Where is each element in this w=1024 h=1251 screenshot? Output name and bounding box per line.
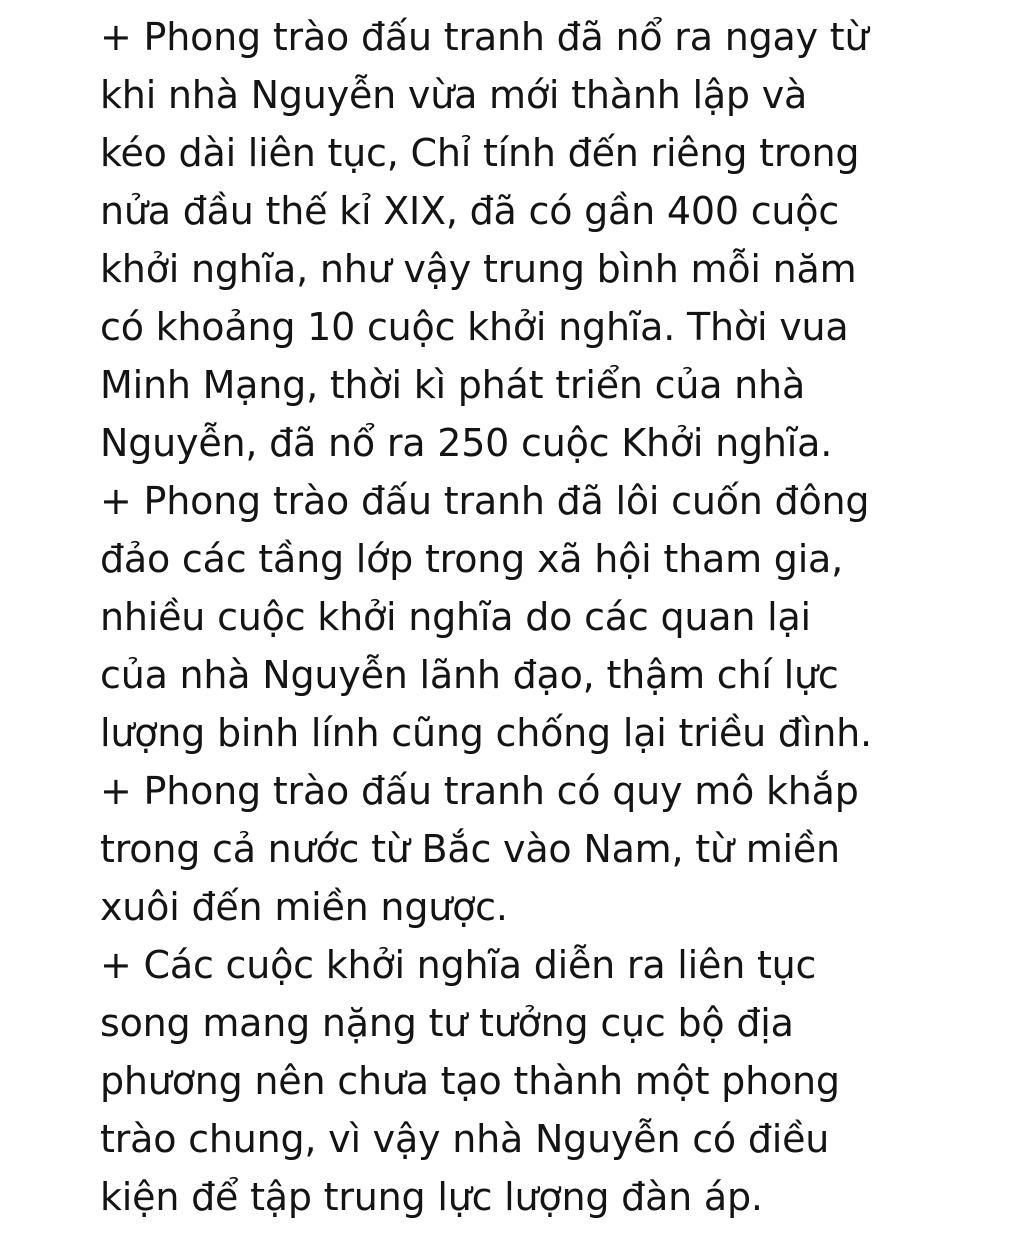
text-line: trong cả nước từ Bắc vào Nam, từ miền [100,827,840,871]
text-line: + Phong trào đấu tranh có quy mô khắp [100,769,859,813]
text-line: khi nhà Nguyễn vừa mới thành lập và [100,73,808,117]
text-line: + Phong trào đấu tranh đã nổ ra ngay từ [100,15,869,59]
text-line: Minh Mạng, thời kì phát triển của nhà [100,363,806,407]
text-line: của nhà Nguyễn lãnh đạo, thậm chí lực [100,653,839,697]
text-line: lượng binh lính cũng chống lại triều đình. [100,711,872,755]
text-line: kéo dài liên tục, Chỉ tính đến riêng trong [100,131,860,175]
text-line: nhiều cuộc khởi nghĩa do các quan lại [100,595,811,639]
text-line: đảo các tầng lớp trong xã hội tham gia, [100,537,844,581]
text-line: song mang nặng tư tưởng cục bộ địa [100,1001,794,1045]
text-line: xuôi đến miền ngược. [100,885,508,929]
text-line: trào chung, vì vậy nhà Nguyễn có điều [100,1117,830,1161]
document-text [100,8,1000,1226]
text-line: + Các cuộc khởi nghĩa diễn ra liên tục [100,943,817,987]
text-line: kiện để tập trung lực lượng đàn áp. [100,1175,763,1219]
text-line: khởi nghĩa, như vậy trung bình mỗi năm [100,247,857,291]
text-line: Nguyễn, đã nổ ra 250 cuộc Khởi nghĩa. [100,421,833,465]
text-line: nửa đầu thế kỉ XIX, đã có gần 400 cuộc [100,189,840,233]
text-line: có khoảng 10 cuộc khởi nghĩa. Thời vua [100,305,849,349]
text-line: phương nên chưa tạo thành một phong [100,1059,840,1103]
text-line: + Phong trào đấu tranh đã lôi cuốn đông [100,479,870,523]
